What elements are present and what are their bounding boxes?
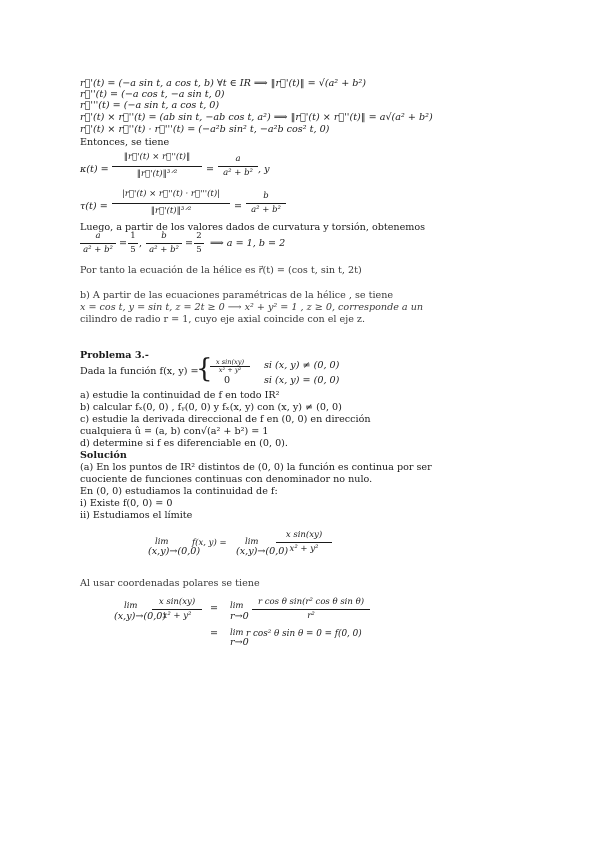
comma: , xyxy=(139,238,143,249)
system-a-den: a² + b² xyxy=(83,245,113,255)
polar-final-result: r cos² θ sin θ = 0 = f(0, 0) xyxy=(246,629,362,639)
problem-title: Problema 3.- xyxy=(80,350,149,361)
solution-heading: Solución xyxy=(80,450,127,461)
fraction-bar xyxy=(276,542,332,543)
solution-line-2: cuociente de funciones continuas con denominador no nulo. xyxy=(80,474,373,485)
fraction-bar xyxy=(80,243,116,244)
polar-equals-2: = xyxy=(210,628,219,639)
derivative-line-1: r⃗'(t) = (−a sin t, a cos t, b) ∀t ∈ IR ⟹ ‖r⃗'(t)‖ = √(a² + b²) xyxy=(80,78,367,89)
system-a-value-den: 5 xyxy=(130,245,136,255)
polar-lim-r-subscript: r→0 xyxy=(230,611,249,622)
limit-word: lim xyxy=(155,537,169,547)
torsion-rhs-num: b xyxy=(263,191,269,201)
triple-product-line: r⃗'(t) × r⃗''(t) · r⃗'''(t) = (−a²b sin² t, −a²b cos² t, 0) xyxy=(80,124,330,135)
case2-condition: si (x, y) = (0, 0) xyxy=(264,375,340,386)
curvature-lhs: κ(t) = xyxy=(80,164,109,175)
system-b-num: b xyxy=(161,231,167,241)
curvature-rhs-den: a² + b² xyxy=(223,168,253,178)
solution-line-5: ii) Estudiamos el límite xyxy=(80,510,193,521)
torsion-rhs-den: a² + b² xyxy=(251,205,281,215)
fraction-bar xyxy=(246,203,286,204)
torsion-denominator: ‖r⃗'(t)‖³ᐟ² xyxy=(150,206,192,216)
equals-sign: = xyxy=(185,238,194,249)
equals-sign: = xyxy=(206,164,215,175)
polar-lhs-denominator: x² + y² xyxy=(162,611,192,621)
case1-denominator: x² + y² xyxy=(218,366,242,374)
polar-lim-word-r2: lim xyxy=(230,628,244,638)
curvature-denominator: ‖r⃗'(t)‖³ᐟ² xyxy=(136,169,178,179)
left-brace: { xyxy=(196,354,213,384)
curvature-numerator: ‖r⃗'(t) × r⃗''(t)‖ xyxy=(123,152,191,162)
solution-line-3: En (0, 0) estudiamos la continuidad de f: xyxy=(80,486,278,497)
torsion-lhs: τ(t) = xyxy=(80,201,108,212)
polar-rhs-numerator: r cos θ sin(r² cos θ sin θ) xyxy=(257,597,365,607)
fraction-bar xyxy=(112,203,230,204)
helix-equation-text: Por tanto la ecuación de la hélice es r⃗(t) = (cos t, sin t, 2t) xyxy=(80,265,362,276)
system-b-den: a² + b² xyxy=(149,245,179,255)
solution-line-4: i) Existe f(0, 0) = 0 xyxy=(80,498,173,509)
limit-denominator: x² + y² xyxy=(289,544,319,554)
polar-lim-r2-subscript: r→0 xyxy=(230,637,249,648)
derivative-line-2: r⃗''(t) = (−a cos t, −a sin t, 0) xyxy=(80,89,225,100)
question-a: a) estudie la continuidad de f en todo IR² xyxy=(80,390,280,401)
fraction-bar xyxy=(112,166,202,167)
solution-line-1: (a) En los puntos de IR² distintos de (0, 0) la función es continua por ser xyxy=(80,462,432,473)
fraction-bar xyxy=(194,243,204,244)
limit-numerator: x sin(xy) xyxy=(285,530,323,540)
polar-lhs-numerator: x sin(xy) xyxy=(158,597,196,607)
system-b-value-num: 2 xyxy=(196,231,202,241)
curvature-tail: , y xyxy=(258,164,270,175)
limit-word-2: lim xyxy=(245,537,259,547)
fraction-bar xyxy=(128,243,138,244)
case2-value: 0 xyxy=(224,375,231,386)
fraction-bar xyxy=(152,609,202,610)
case1-condition: si (x, y) ≠ (0, 0) xyxy=(264,360,340,371)
equals-sign: = xyxy=(119,238,128,249)
part-b-line-1: b) A partir de las ecuaciones paramétricas de la hélice , se tiene xyxy=(80,290,394,301)
fraction-bar xyxy=(218,166,258,167)
limit-subscript: (x,y)→(0,0) xyxy=(148,546,201,557)
polar-text: Al usar coordenadas polares se tiene xyxy=(80,578,260,589)
entonces-text: Entonces, se tiene xyxy=(80,137,170,148)
part-b-line-3: cilindro de radio r = 1, cuyo eje axial coincide con el eje z. xyxy=(80,314,366,325)
system-result: ⟹ a = 1, b = 2 xyxy=(210,238,286,249)
system-a-value-num: 1 xyxy=(130,231,136,241)
curvature-rhs-num: a xyxy=(235,154,241,164)
polar-lim-word: lim xyxy=(124,601,138,611)
torsion-numerator: |r⃗'(t) × r⃗''(t) · r⃗'''(t)| xyxy=(121,189,220,199)
polar-lim-subscript: (x,y)→(0,0) xyxy=(114,611,167,622)
polar-equals-1: = xyxy=(210,603,219,614)
question-b: b) calcular fₓ(0, 0) , fᵧ(0, 0) y fₓ(x, y) con (x, y) ≠ (0, 0) xyxy=(80,402,342,413)
system-b-value-den: 5 xyxy=(196,245,202,255)
equals-sign: = xyxy=(234,201,243,212)
question-d: d) determine si f es diferenciable en (0, 0). xyxy=(80,438,288,449)
case1-numerator: x sin(xy) xyxy=(215,358,245,366)
question-c-line-1: c) estudie la derivada direccional de f en (0, 0) en dirección xyxy=(80,414,371,425)
derivative-line-3: r⃗'''(t) = (−a sin t, a cos t, 0) xyxy=(80,100,220,111)
question-c-line-2: cualquiera û = (a, b) con√(a² + b²) = 1 xyxy=(80,426,269,437)
luego-text: Luego, a partir de los valores dados de curvatura y torsión, obtenemos xyxy=(80,222,426,233)
fraction-bar xyxy=(146,243,182,244)
limit-subscript-2: (x,y)→(0,0) xyxy=(236,546,289,557)
limit-function: f(x, y) = xyxy=(192,538,227,548)
polar-lim-word-r: lim xyxy=(230,601,244,611)
polar-rhs-denominator: r² xyxy=(307,611,315,621)
fraction-bar xyxy=(252,609,370,610)
system-a-num: a xyxy=(95,231,101,241)
cross-product-line: r⃗'(t) × r⃗''(t) = (ab sin t, −ab cos t, a²) ⟹ ‖r⃗'(t) × r⃗''(t)‖ = a√(a² + b²) xyxy=(80,112,433,123)
part-b-line-2: x = cos t, y = sin t, z = 2t ≥ 0 ⟶ x² + y² = 1 , z ≥ 0, corresponde a un xyxy=(80,302,424,313)
function-definition-lhs: Dada la función f(x, y) = xyxy=(80,366,199,377)
